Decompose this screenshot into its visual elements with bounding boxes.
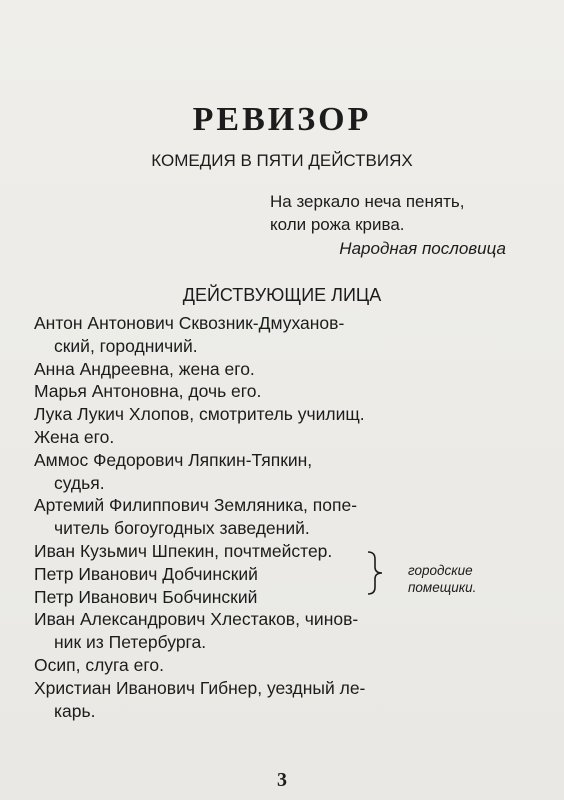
cast-heading: ДЕЙСТВУЮЩИЕ ЛИЦА [182,285,382,305]
cast-list [34,312,534,722]
right-brace-icon [366,551,384,595]
cast-line: Петр Иванович Бобчинский [34,586,258,607]
epigraph-line: коли рожа крива. [270,215,405,234]
cast-line: Анна Андреевна, жена его. [34,358,255,379]
brace-note [408,562,476,596]
cast-line: Христиан Иванович Гибнер, уездный ле- [34,677,366,698]
cast-line: Иван Александрович Хлестаков, чинов- [34,609,359,630]
cast-line: ский, городничий. [54,335,198,356]
brace-note-line: помещики. [408,580,477,595]
cast-line: ник из Петербурга. [54,632,207,653]
epigraph-source: Народная пословица [339,239,506,258]
cast-line: Марья Антоновна, дочь его. [34,381,262,402]
epigraph-line: На зеркало неча пенять, [270,192,465,211]
cast-line: Иван Кузьмич Шпекин, почтмейстер. [34,540,333,561]
cast-line: Петр Иванович Добчинский [34,563,258,584]
cast-line: карь. [54,700,96,721]
play-title: РЕВИЗОР [192,101,372,138]
cast-line: Артемий Филиппович Земляника, попе- [34,495,358,516]
epigraph [270,190,464,236]
cast-line: читель богоугодных заведений. [54,518,310,539]
cast-line: Осип, слуга его. [34,654,164,675]
play-subtitle: КОМЕДИЯ В ПЯТИ ДЕЙСТВИЯХ [151,151,413,170]
cast-line: Аммос Федорович Ляпкин-Тяпкин, [34,449,313,470]
cast-line: судья. [54,472,105,493]
brace-note-line: городские [408,563,473,578]
cast-line: Лука Лукич Хлопов, смотритель училищ. [34,404,365,425]
cast-line: Жена его. [34,426,115,447]
cast-line: Антон Антонович Сквозник-Дмуханов- [34,313,345,333]
page-number: 3 [277,769,287,791]
